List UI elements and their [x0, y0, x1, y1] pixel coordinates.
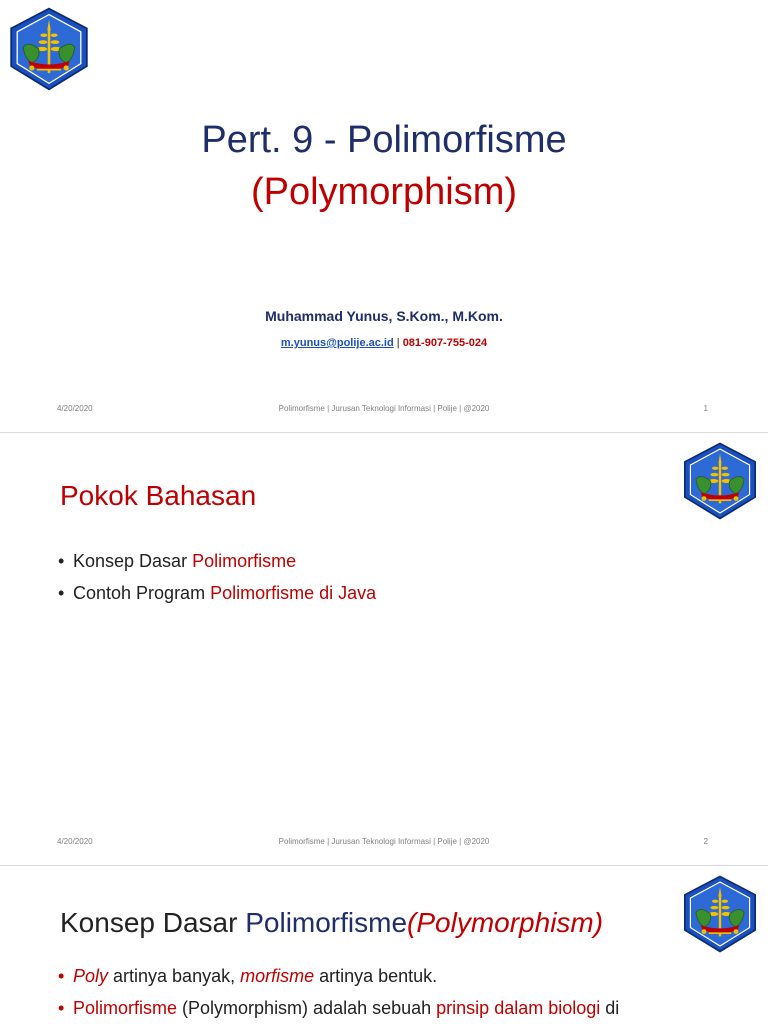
bullet-icon: • — [58, 583, 65, 603]
polije-logo — [680, 441, 760, 521]
separator: | — [396, 337, 400, 349]
slide-3 — [0, 866, 768, 1024]
polije-logo — [6, 6, 92, 92]
slide-subtitle: (Polymorphism) — [250, 171, 518, 213]
email-link[interactable]: m.yunus@polije.ac.id — [280, 337, 394, 349]
list-item: • Konsep Dasar Polimorfisme — [58, 545, 376, 577]
polije-logo — [680, 874, 760, 954]
slide-number: 2 — [703, 837, 708, 846]
phone-number: 081-907-755-024 — [402, 337, 488, 349]
footer-date: 4/20/2020 — [57, 404, 93, 413]
bullet-list — [58, 960, 619, 1024]
footer-date: 4/20/2020 — [57, 837, 93, 846]
slide-1 — [0, 0, 768, 432]
bullet-icon: • — [58, 551, 65, 571]
author-name: Muhammad Yunus, S.Kom., M.Kom. — [265, 308, 503, 324]
bullet-list — [58, 545, 376, 609]
footer-text: Polimorfisme | Jurusan Teknologi Informasi | Polije | @2020 — [278, 404, 490, 413]
footer-text: Polimorfisme | Jurusan Teknologi Informasi | Polije | @2020 — [278, 837, 490, 846]
list-item: • Polimorfisme (Polymorphism) adalah sebuah prinsip dalam biologi di — [58, 992, 619, 1024]
list-item: • Contoh Program Polimorfisme di Java — [58, 577, 376, 609]
slide-2 — [0, 433, 768, 865]
bullet-icon: • — [58, 998, 65, 1018]
slide-heading: Pokok Bahasan — [60, 480, 257, 511]
list-item: • Poly artinya banyak, morfisme artinya bentuk. — [58, 960, 619, 992]
slide-heading: Konsep Dasar Polimorfisme(Polymorphism) — [60, 907, 604, 938]
contact-line — [0, 337, 768, 349]
bullet-icon: • — [58, 966, 65, 986]
slide-title: Pert. 9 - Polimorfisme — [201, 119, 567, 161]
slide-number: 1 — [703, 404, 708, 413]
